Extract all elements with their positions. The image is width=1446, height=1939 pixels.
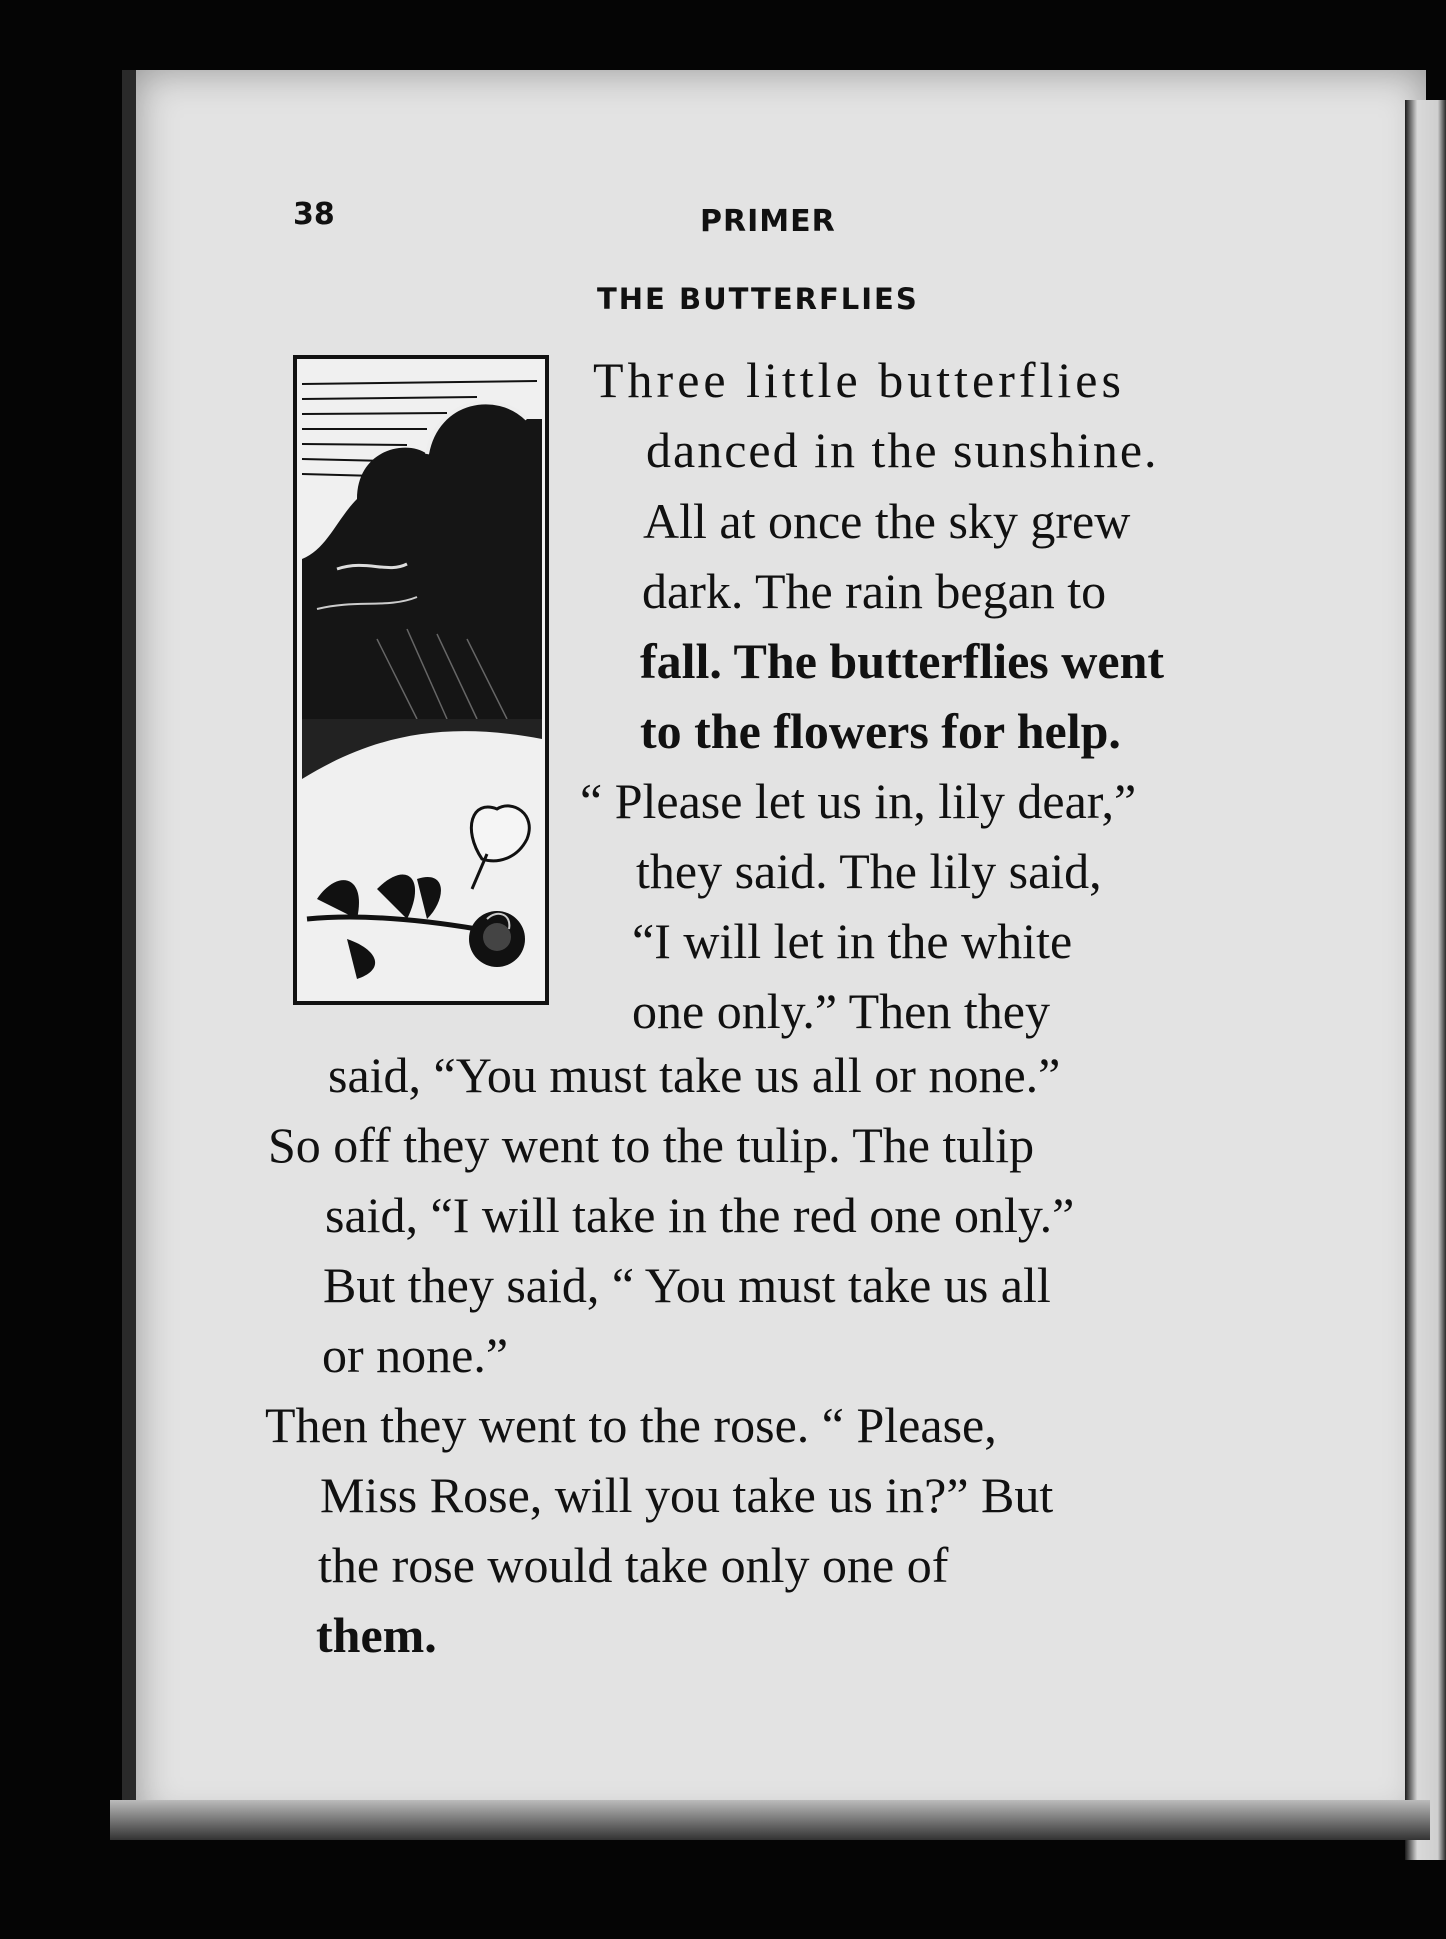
story-line: or none.” [322,1327,509,1383]
story-line: So off they went to the tulip. The tulip [268,1117,1035,1173]
page-edge [110,1800,1430,1840]
story-line: to the flowers for help. [640,703,1121,759]
story-line: “I will let in the white [632,913,1073,969]
story-line: But they said, “ You must take us all [323,1257,1051,1313]
butterfly-storm-rose-illustration [293,355,549,1005]
story-line: Miss Rose, will you take us in?” But [320,1467,1054,1523]
story-line: one only.” Then they [632,983,1050,1039]
story-line: dark. The rain began to [642,563,1107,619]
story-line: danced in the sunshine. [646,422,1159,478]
story-line: said, “I will take in the red one only.” [325,1187,1075,1243]
story-line: them. [316,1607,437,1663]
story-line: the rose would take only one of [318,1537,949,1593]
story-line: fall. The butterflies went [640,633,1165,689]
book-spine [1405,100,1446,1860]
story-title: THE BUTTERFLIES [597,282,919,316]
running-title: PRIMER [700,204,836,239]
story-line: All at once the sky grew [643,493,1131,549]
story-line: said, “You must take us all or none.” [328,1047,1061,1103]
story-line: “ Please let us in, lily dear,” [580,773,1137,829]
story-line: they said. The lily said, [636,843,1102,899]
story-line: Then they went to the rose. “ Please, [265,1397,997,1453]
page-number: 38 [293,197,335,232]
story-line: Three little butterflies [593,352,1125,408]
